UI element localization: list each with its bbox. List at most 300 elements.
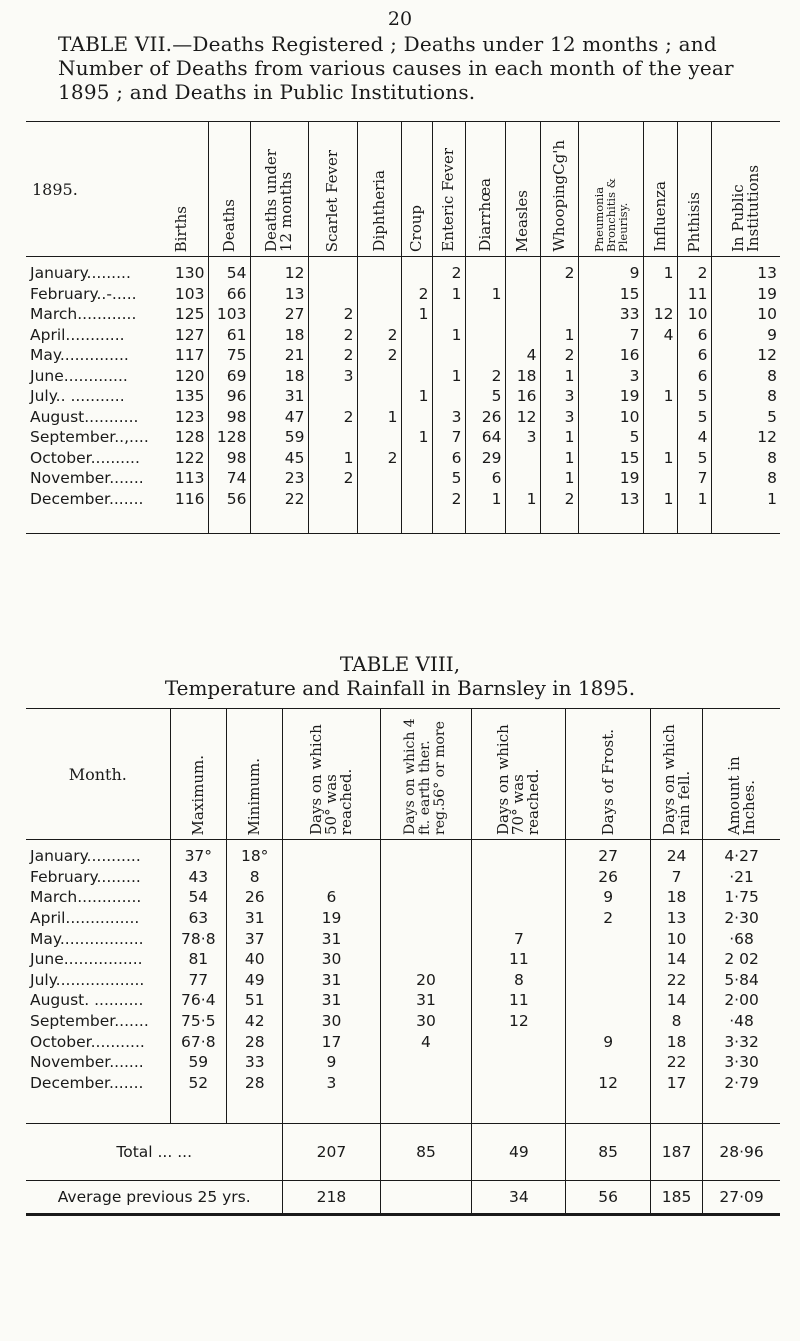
table-cell: 5 [465, 386, 505, 407]
table-cell: 19 [578, 386, 643, 407]
table-cell: 1 [357, 407, 401, 428]
table-cell: 31 [283, 928, 380, 949]
table-cell: 2 [432, 489, 465, 510]
row-month: August. .......... [30, 991, 144, 1010]
table-cell: 5 [432, 468, 465, 489]
table-cell: 1 [540, 325, 578, 346]
table-viii-subtitle: Temperature and Rainfall in Barnsley in 1895. [164, 676, 636, 700]
table-cell: 45 [250, 448, 308, 469]
table-cell: 125 [174, 305, 205, 324]
col-births: Births [156, 122, 208, 257]
table-cell: 8 [711, 468, 780, 489]
total-cell: 207 [283, 1124, 380, 1181]
row-month: January......... [30, 264, 131, 283]
table-cell: 2 [540, 345, 578, 366]
table-vii [26, 122, 780, 534]
spacer-cell [472, 1093, 566, 1124]
col-diphtheria: Diphtheria [357, 122, 401, 257]
table-cell: 2·30 [703, 908, 780, 929]
col-influenza: Influenza [643, 122, 677, 257]
table-cell [380, 949, 472, 970]
table-cell: 19 [711, 284, 780, 305]
row-month: March............ [30, 305, 137, 324]
table-cell: 96 [208, 386, 250, 407]
table-cell: 10 [578, 407, 643, 428]
table-cell: 1 [432, 366, 465, 387]
table-cell: 78·8 [170, 928, 226, 949]
year-label: 1895. [26, 122, 156, 257]
table-cell: 3 [432, 407, 465, 428]
table-cell: 27 [250, 304, 308, 325]
table-cell: 59 [250, 427, 308, 448]
table-cell: 2 [401, 284, 432, 305]
table-cell [643, 468, 677, 489]
table-cell [505, 257, 540, 284]
table-cell: ·21 [703, 867, 780, 888]
table-cell: 10 [677, 304, 711, 325]
table-cell: 9 [578, 257, 643, 284]
table-cell [308, 427, 357, 448]
table-cell: 52 [170, 1073, 226, 1094]
table-cell: 2 [432, 257, 465, 284]
table-cell [643, 366, 677, 387]
table-cell: 22 [250, 489, 308, 510]
table-cell [465, 345, 505, 366]
table-cell [465, 325, 505, 346]
table-cell: 12 [505, 407, 540, 428]
table-cell: 3 [308, 366, 357, 387]
table-row [26, 1052, 780, 1073]
table-cell: 6 [283, 887, 380, 908]
table-cell: 17 [650, 1073, 702, 1094]
table-cell: 24 [650, 840, 702, 867]
table-cell: 14 [650, 990, 702, 1011]
table-cell [432, 304, 465, 325]
col-deaths: Deaths [208, 122, 250, 257]
table-row [26, 1073, 780, 1094]
table-cell: 74 [208, 468, 250, 489]
table-cell: 12 [711, 345, 780, 366]
table-cell [401, 345, 432, 366]
row-month: May.............. [30, 346, 129, 365]
row-month: January........... [30, 847, 141, 866]
table-vii-header [26, 122, 780, 257]
row-month: September..,.... [30, 428, 149, 447]
table-cell [401, 489, 432, 510]
table-cell: 1 [401, 386, 432, 407]
table-cell: 2 [566, 908, 651, 929]
table-cell: 26 [227, 887, 283, 908]
table-cell [308, 284, 357, 305]
table-cell: 19 [283, 908, 380, 929]
average-label: Average previous 25 yrs. [26, 1181, 283, 1215]
table-cell: 1 [401, 304, 432, 325]
table-cell: 12 [643, 304, 677, 325]
table-cell: 15 [578, 284, 643, 305]
spacer-cell [711, 509, 780, 534]
table-cell: 26 [566, 867, 651, 888]
table-cell: 2 [308, 325, 357, 346]
spacer-cell [380, 1093, 472, 1124]
table-cell: 18 [250, 325, 308, 346]
table-cell: 8 [711, 366, 780, 387]
table-row [26, 489, 780, 510]
spacer-cell [465, 509, 505, 534]
table-cell [566, 928, 651, 949]
table-row [26, 990, 780, 1011]
table-cell: 1 [432, 284, 465, 305]
total-cell: 28·96 [703, 1124, 780, 1181]
table-row [26, 284, 780, 305]
table-cell [465, 304, 505, 325]
table-cell: 9 [711, 325, 780, 346]
table-row [26, 325, 780, 346]
table-cell [380, 867, 472, 888]
table-cell: 1 [505, 489, 540, 510]
table-cell: 1 [677, 489, 711, 510]
table-cell: 4 [505, 345, 540, 366]
table-cell: 27 [566, 840, 651, 867]
table-cell: 103 [174, 284, 205, 303]
table-cell [308, 257, 357, 284]
table-cell: 113 [174, 469, 205, 488]
table-cell: 11 [677, 284, 711, 305]
col-phthisis: Phthisis [677, 122, 711, 257]
average-cell: 218 [283, 1181, 380, 1215]
table-row [26, 257, 780, 284]
table-cell [401, 257, 432, 284]
table-cell: 54 [208, 257, 250, 284]
table-cell [505, 468, 540, 489]
table-row [26, 366, 780, 387]
table-cell: 4·27 [703, 840, 780, 867]
table-cell: 2 [308, 468, 357, 489]
table-row [26, 304, 780, 325]
table-cell: 8 [711, 448, 780, 469]
table-cell: 9 [283, 1052, 380, 1073]
table-cell: ·48 [703, 1011, 780, 1032]
table-cell [566, 1052, 651, 1073]
total-cell: 85 [380, 1124, 472, 1181]
table-cell: 13 [250, 284, 308, 305]
col-enteric-fever: Enteric Fever [432, 122, 465, 257]
col-croup: Croup [401, 122, 432, 257]
table-cell: 2·79 [703, 1073, 780, 1094]
table-row [26, 386, 780, 407]
table-cell: 127 [174, 325, 205, 344]
total-row [26, 1124, 780, 1181]
table-cell: 13 [650, 908, 702, 929]
spacer-cell [540, 509, 578, 534]
spacer-row [26, 1093, 780, 1124]
spacer-cell [250, 509, 308, 534]
average-cell: 34 [472, 1181, 566, 1215]
table-cell: 13 [578, 489, 643, 510]
spacer-cell [505, 509, 540, 534]
table-cell [540, 284, 578, 305]
row-month: February..-..... [30, 284, 137, 303]
table-cell [472, 1031, 566, 1052]
table-viii-title: TABLE VIII, [339, 652, 461, 676]
table-cell: 9 [566, 887, 651, 908]
table-cell: 3·30 [703, 1052, 780, 1073]
row-month: July.................. [30, 970, 145, 989]
table-cell [401, 366, 432, 387]
table-cell: 76·4 [170, 990, 226, 1011]
table-cell: 31 [250, 386, 308, 407]
table-cell: 3 [578, 366, 643, 387]
table-cell: 130 [174, 264, 205, 283]
table-cell: 4 [677, 427, 711, 448]
table-cell [472, 1073, 566, 1094]
table-cell [432, 345, 465, 366]
table-cell: 2 [540, 257, 578, 284]
table-cell: 31 [380, 990, 472, 1011]
table-cell [432, 386, 465, 407]
col-days-earth-ther: Days on which 4 ft. earth ther. reg.56° or more [380, 709, 472, 840]
table-cell: 12 [711, 427, 780, 448]
col-pneumonia: Pneumonia Bronchitis & Pleurisy. [578, 122, 643, 257]
table-row [26, 908, 780, 929]
table-cell: 9 [566, 1031, 651, 1052]
row-month: September....... [30, 1012, 149, 1031]
table-cell: 47 [250, 407, 308, 428]
spacer-cell [208, 509, 250, 534]
table-cell [357, 366, 401, 387]
table-cell [472, 1052, 566, 1073]
table-cell: 56 [208, 489, 250, 510]
table-cell: 128 [174, 428, 205, 447]
row-month: December....... [30, 1073, 144, 1092]
table-cell: 11 [472, 990, 566, 1011]
table-cell [472, 887, 566, 908]
table-cell [472, 840, 566, 867]
table-cell: 2 [308, 304, 357, 325]
table-cell: 18 [650, 887, 702, 908]
table-cell: 33 [227, 1052, 283, 1073]
table-cell [401, 325, 432, 346]
table-cell: 20 [380, 970, 472, 991]
table-row [26, 867, 780, 888]
table-cell: 98 [208, 407, 250, 428]
table-cell: 6 [677, 345, 711, 366]
table-cell: 10 [711, 304, 780, 325]
table-cell: 1 [540, 448, 578, 469]
table-cell: 1 [465, 284, 505, 305]
table-cell: 23 [250, 468, 308, 489]
table-cell: 42 [227, 1011, 283, 1032]
table-cell: 8 [472, 970, 566, 991]
table-cell [540, 304, 578, 325]
row-month: March............. [30, 888, 142, 907]
table-cell [357, 386, 401, 407]
table-cell [401, 448, 432, 469]
table-cell: 6 [677, 325, 711, 346]
table-row [26, 887, 780, 908]
table-cell [357, 427, 401, 448]
table-cell [283, 867, 380, 888]
table-cell: 7 [650, 867, 702, 888]
table-cell: 12 [472, 1011, 566, 1032]
spacer-cell [26, 1093, 170, 1124]
col-days-frost: Days of Frost. [566, 709, 651, 840]
table-cell [566, 1011, 651, 1032]
spacer-cell [156, 509, 208, 534]
table-cell: 75·5 [170, 1011, 226, 1032]
table-cell: 1 [643, 257, 677, 284]
table-row [26, 468, 780, 489]
spacer-cell [170, 1093, 226, 1124]
table-cell: 120 [174, 366, 205, 385]
table-cell: 7 [472, 928, 566, 949]
spacer-cell [677, 509, 711, 534]
row-month: June............. [30, 366, 128, 385]
table-cell: 1 [308, 448, 357, 469]
table-cell [380, 840, 472, 867]
table-cell [357, 257, 401, 284]
row-month: December....... [30, 489, 144, 508]
table-cell: 12 [566, 1073, 651, 1094]
row-month: November....... [30, 469, 144, 488]
table-cell: 81 [170, 949, 226, 970]
table-cell: 33 [578, 304, 643, 325]
average-cell: 56 [566, 1181, 651, 1215]
table-cell: 18 [505, 366, 540, 387]
total-label: Total ... ... [26, 1124, 283, 1181]
table-cell: 19 [578, 468, 643, 489]
table-cell: 2·00 [703, 990, 780, 1011]
table-cell: 1 [643, 386, 677, 407]
table-cell: 1 [643, 448, 677, 469]
table-cell: 1 [401, 427, 432, 448]
table-cell: 5 [677, 448, 711, 469]
table-cell: 22 [650, 970, 702, 991]
spacer-cell [227, 1093, 283, 1124]
col-minimum: Minimum. [227, 709, 283, 840]
table-cell: 30 [283, 1011, 380, 1032]
table-cell: 1·75 [703, 887, 780, 908]
month-header: Month. [26, 709, 170, 840]
table-cell [401, 468, 432, 489]
table-row [26, 949, 780, 970]
table-cell: 6 [432, 448, 465, 469]
table-cell: 5 [578, 427, 643, 448]
table-cell: 37 [227, 928, 283, 949]
col-deaths-under-12: Deaths under 12 months [250, 122, 308, 257]
table-cell [380, 887, 472, 908]
table-cell: 98 [208, 448, 250, 469]
table-cell: 5·84 [703, 970, 780, 991]
table-cell: 1 [540, 468, 578, 489]
table-cell: 22 [650, 1052, 702, 1073]
table-cell: 135 [174, 387, 205, 406]
table-cell [357, 489, 401, 510]
col-diarrhoea: Diarrhœa [465, 122, 505, 257]
table-cell: 14 [650, 949, 702, 970]
table-cell [465, 257, 505, 284]
col-measles: Measles [505, 122, 540, 257]
row-month: February......... [30, 867, 141, 886]
table-cell [566, 970, 651, 991]
table-cell: 31 [283, 970, 380, 991]
table-cell: 8 [711, 386, 780, 407]
table-cell: 128 [208, 427, 250, 448]
table-cell [357, 284, 401, 305]
table-cell [643, 427, 677, 448]
table-row [26, 928, 780, 949]
average-cell: 27·09 [703, 1181, 780, 1215]
table-cell [380, 928, 472, 949]
col-days-rain: Days on which rain fell. [650, 709, 702, 840]
table-cell: 103 [208, 304, 250, 325]
table-cell: 29 [465, 448, 505, 469]
table-cell: 18 [650, 1031, 702, 1052]
table-cell: 1 [540, 427, 578, 448]
table-cell: 69 [208, 366, 250, 387]
table-cell [566, 949, 651, 970]
col-days-50: Days on which 50° was reached. [283, 709, 380, 840]
table-cell [308, 386, 357, 407]
table-cell: 1 [643, 489, 677, 510]
table-vii-heading: TABLE VII.—Deaths Registered ; Deaths under 12 months ; and Number of Deaths from various causes in each month of the year 1895 ; and Deaths in Public Institutions. [58, 32, 734, 104]
table-cell [380, 1073, 472, 1094]
table-cell: 117 [174, 346, 205, 365]
table-cell [505, 448, 540, 469]
table-end-row [26, 509, 780, 534]
table-cell [283, 840, 380, 867]
table-cell: 7 [677, 468, 711, 489]
spacer-cell [578, 509, 643, 534]
table-cell: 1 [711, 489, 780, 510]
table-cell: 123 [174, 407, 205, 426]
row-month: May................. [30, 929, 144, 948]
row-month: October.......... [30, 448, 140, 467]
table-cell [401, 407, 432, 428]
table-cell [357, 304, 401, 325]
table-cell [357, 468, 401, 489]
spacer-cell [401, 509, 432, 534]
table-cell: 3 [540, 386, 578, 407]
table-cell: 75 [208, 345, 250, 366]
table-cell: 5 [677, 386, 711, 407]
table-cell: 2 02 [703, 949, 780, 970]
table-cell: 37° [170, 840, 226, 867]
row-month: November....... [30, 1053, 144, 1072]
table-cell [643, 407, 677, 428]
table-cell: 30 [283, 949, 380, 970]
table-cell: 3 [505, 427, 540, 448]
row-month: October........... [30, 1032, 145, 1051]
col-whooping-cough: WhoopingCg'h [540, 122, 578, 257]
table-cell: 2 [308, 345, 357, 366]
table-cell: 17 [283, 1031, 380, 1052]
row-month: June................ [30, 950, 143, 969]
table-row [26, 448, 780, 469]
table-cell: 15 [578, 448, 643, 469]
table-cell: 40 [227, 949, 283, 970]
table-row [26, 840, 780, 867]
table-cell: 77 [170, 970, 226, 991]
table-cell: 28 [227, 1031, 283, 1052]
total-cell: 49 [472, 1124, 566, 1181]
table-cell: 51 [227, 990, 283, 1011]
table-cell: 10 [650, 928, 702, 949]
table-cell [308, 489, 357, 510]
table-cell: 2 [465, 366, 505, 387]
total-cell: 85 [566, 1124, 651, 1181]
spacer-cell [283, 1093, 380, 1124]
table-cell: 12 [250, 257, 308, 284]
